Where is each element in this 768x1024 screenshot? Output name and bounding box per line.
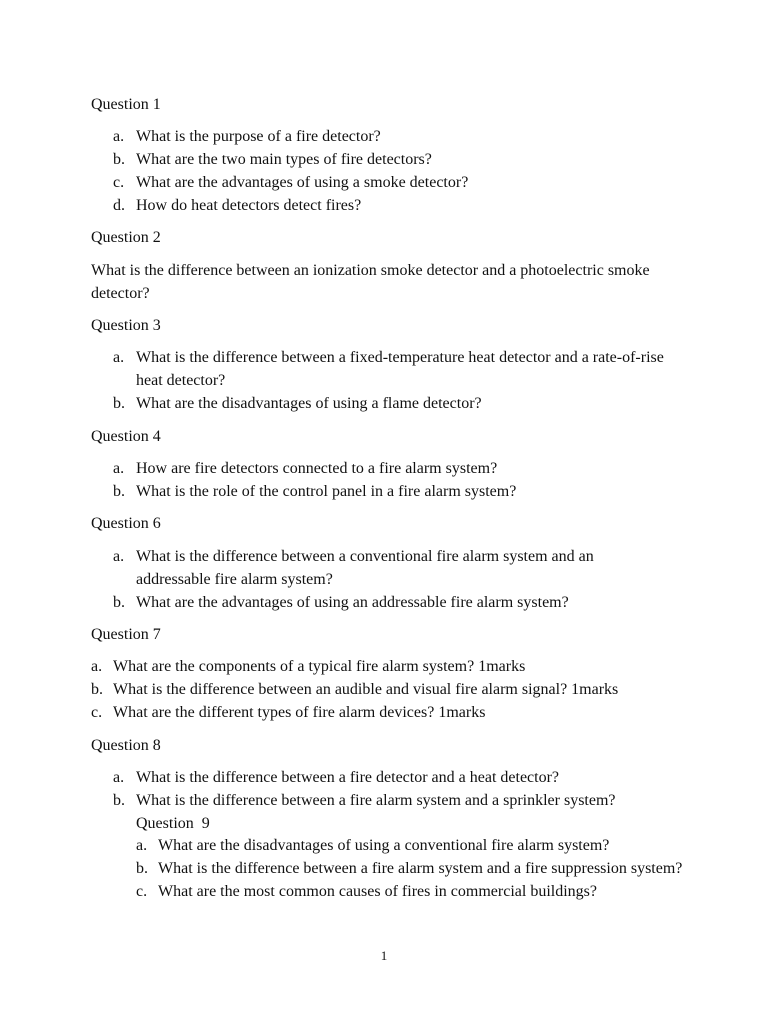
page-number: 1	[380, 948, 388, 963]
item-label: a.	[113, 769, 125, 786]
list-item	[113, 545, 646, 591]
item-text: What is the difference between a fire alarm system and a sprinkler system?	[136, 792, 616, 809]
list-item	[113, 346, 676, 392]
item-text: What are the components of a typical fire alarm system? 1marks	[113, 658, 526, 675]
item-label: a.	[113, 349, 125, 366]
item-text: How do heat detectors detect fires?	[136, 197, 362, 214]
question-7-list	[91, 655, 713, 724]
list-item	[91, 678, 713, 701]
list-item	[136, 834, 688, 857]
item-label: a.	[113, 128, 125, 145]
item-text: What is the purpose of a fire detector?	[136, 128, 381, 145]
question-4-heading: Question 4	[91, 428, 161, 445]
list-item	[113, 125, 696, 148]
question-8-list	[113, 766, 696, 812]
question-2-heading: Question 2	[91, 229, 161, 246]
list-item	[113, 766, 696, 789]
item-text: What are the advantages of using a smoke detector?	[136, 174, 469, 191]
question-3-list	[113, 346, 676, 415]
item-text: What are the different types of fire alarm devices? 1marks	[113, 704, 486, 721]
question-6-list	[113, 545, 646, 614]
item-text: How are fire detectors connected to a fire alarm system?	[136, 460, 498, 477]
question-4-list	[113, 457, 696, 503]
question-2-text: What is the difference between an ionization smoke detector and a photoelectric smoke detector?	[91, 262, 650, 302]
list-item	[113, 171, 696, 194]
item-text: What is the difference between a conventional fire alarm system and an addressable fire alarm system?	[136, 548, 594, 588]
item-label: b.	[113, 151, 125, 168]
list-item	[113, 148, 696, 171]
item-label: c.	[113, 174, 125, 191]
item-label: a.	[136, 837, 148, 854]
item-text: What are the disadvantages of using a conventional fire alarm system?	[158, 837, 610, 854]
item-label: b.	[136, 860, 148, 877]
list-item	[113, 591, 646, 614]
item-text: What are the most common causes of fires in commercial buildings?	[158, 883, 597, 900]
item-label: c.	[91, 704, 103, 721]
item-label: a.	[113, 548, 125, 565]
list-item	[113, 480, 696, 503]
list-item	[91, 701, 713, 724]
question-9-list	[136, 834, 688, 903]
question-6-heading: Question 6	[91, 515, 161, 532]
question-3-heading: Question 3	[91, 317, 161, 334]
list-item	[113, 789, 696, 812]
item-text: What are the disadvantages of using a flame detector?	[136, 395, 482, 412]
item-text: What is the difference between a fire alarm system and a fire suppression system?	[158, 860, 683, 877]
list-item	[113, 194, 696, 217]
item-label: b.	[113, 483, 125, 500]
item-text: What is the difference between a fixed-temperature heat detector and a rate-of-rise heat detector?	[136, 349, 664, 389]
question-1-heading: Question 1	[91, 96, 161, 113]
question-7-heading: Question 7	[91, 626, 161, 643]
item-label: b.	[113, 594, 125, 611]
list-item	[136, 880, 688, 903]
list-item	[113, 392, 676, 415]
item-label: c.	[136, 883, 148, 900]
list-item	[136, 857, 688, 880]
item-label: d.	[113, 197, 125, 214]
question-1-list	[113, 125, 696, 217]
item-text: What are the advantages of using an addressable fire alarm system?	[136, 594, 569, 611]
item-text: What is the role of the control panel in a fire alarm system?	[136, 483, 517, 500]
question-8-heading: Question 8	[91, 737, 161, 754]
item-label: a.	[113, 460, 125, 477]
item-label: b.	[91, 681, 103, 698]
item-label: b.	[113, 395, 125, 412]
item-label: a.	[91, 658, 103, 675]
item-text: What are the two main types of fire detectors?	[136, 151, 432, 168]
question-9-heading: Question 9	[136, 815, 210, 832]
item-text: What is the difference between an audible and visual fire alarm signal? 1marks	[113, 681, 619, 698]
item-text: What is the difference between a fire detector and a heat detector?	[136, 769, 560, 786]
list-item	[113, 457, 696, 480]
item-label: b.	[113, 792, 125, 809]
list-item	[91, 655, 713, 678]
